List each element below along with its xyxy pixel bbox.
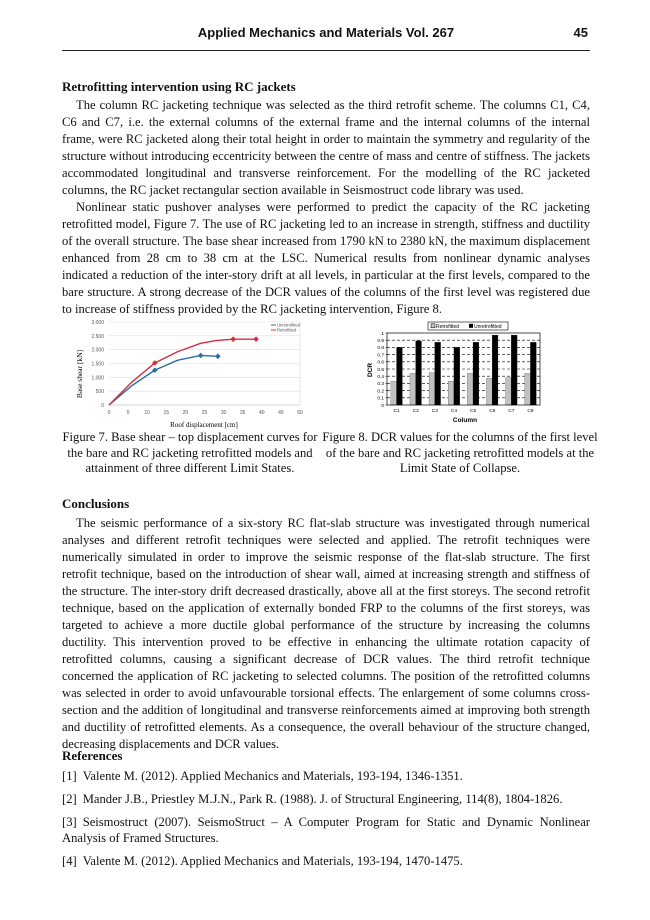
svg-text:20: 20 [182, 410, 189, 416]
svg-text:40: 40 [259, 410, 265, 416]
figure-7-line-chart [62, 312, 312, 430]
svg-text:15: 15 [163, 410, 170, 416]
reference-number: [3] [62, 815, 77, 829]
svg-text:2.500: 2.500 [91, 333, 104, 340]
paragraph-pushover: Nonlinear static pushover analyses were performed to predict the capacity of the RC jacketing retrofitted model, Figure 7. The use of RC jacketing led to an increase in strength, stiffness and ductility of the overall structure. The base shear increased from 1790 kN to 2380 kN, the maximum displacement enhanced from 28 cm to 38 cm at the LSC. Numerical results from nonlinear dynamic analyses indicated a reduction of the inter-story drift at all levels, in particular at the first levels, compared to the bare structure. A strong decrease of the DCR values of the columns of the first level was registered due to increase of stiffness provided by the RC jacketing intervention, Figure 8. [62, 200, 590, 316]
svg-text:1.000: 1.000 [91, 375, 104, 382]
paragraph-conclusions: The seismic performance of a six-story RC flat-slab structure was investigated through numerical analyses and different retrofit techniques were selected and applied. The retrofit techniques were numerically simulated in order to improve the seismic response of the flat-slab structure. The first retrofit technique, based on the introduction of shear wall, aimed at increasing strength and stiffness of the structure. The inter-story drift decreased drastically, above all at the first storeys. The second retrofit technique, based on the application of externally bonded FRP to the columns of the first storeys, was targeted to achieve a more ductile global performance of the structure by increasing the columns ductility. This intervention proved to be effective in enhancing the ultimate rotation capacity of retrofitted columns, causing a significant decrease of DCR values. The third retrofit technique concerned the application of RC jacketing to selected columns. The position of the retrofitted columns was selected in order to avoid unfavourable torsional effects. The enlargement of some columns cross-section and the addition of longitudinal and transverse reinforcements aimed at improving both strength and ductility of retrofitted elements. As a consequence, the overall behaviour of the structure changed, decreasing displacements and DCR values. [62, 516, 590, 751]
reference-item [62, 814, 590, 846]
svg-text:50: 50 [297, 410, 303, 416]
figure-7-caption: Figure 7. Base shear – top displacement curves for the bare and RC jacketing retrofitted models and attainment of three different Limit States. [62, 430, 318, 475]
reference-text: Valente M. (2012). Applied Mechanics and Materials, 193-194, 1470-1475. [82, 854, 463, 868]
svg-text:0: 0 [107, 410, 111, 416]
svg-text:0.1: 0.1 [377, 396, 384, 402]
svg-text:C2: C2 [412, 409, 419, 414]
svg-text:Unretrofitted: Unretrofitted [277, 322, 301, 328]
svg-text:0.7: 0.7 [377, 353, 384, 359]
reference-item [62, 791, 590, 807]
reference-text: Valente M. (2012). Applied Mechanics and Materials, 193-194, 1346-1351. [82, 769, 463, 783]
chart-legend [271, 323, 301, 333]
svg-text:0.6: 0.6 [377, 360, 384, 366]
svg-text:0.9: 0.9 [377, 339, 384, 344]
paragraph-rc-jacketing: The column RC jacketing technique was selected as the third retrofit scheme. The columns C1, C4, C6 and C7, i.e. the external columns of the external frame and the internal columns of the internal frame, were RC jacketed along their total height in order to maintain the symmetry and regularity of the structure without introducing eccentricity between the centre of mass and centre of stiffness. The jackets accommodated longitudinal and transverse reinforcement. For the modelling of the RC jacketed columns, the RC jacket rectangular section available in Seismostruct code library was used. [62, 98, 590, 197]
svg-text:C4: C4 [450, 409, 458, 414]
y-axis-ticks [91, 320, 104, 409]
x-axis-label: Roof displacement [cm] [170, 421, 238, 429]
svg-text:10: 10 [144, 410, 150, 416]
svg-text:500: 500 [95, 389, 104, 396]
figure-8-bar-chart [362, 318, 552, 428]
svg-text:0.4: 0.4 [377, 375, 384, 380]
reference-number: [4] [62, 854, 77, 868]
chart-bars [391, 335, 536, 405]
svg-text:C1: C1 [393, 409, 400, 414]
svg-text:C3: C3 [431, 409, 438, 414]
reference-list [62, 768, 590, 876]
chart-series [109, 336, 259, 405]
y-axis-label: Base shear [kN] [75, 349, 84, 399]
svg-text:C5: C5 [469, 409, 477, 414]
svg-text:C7: C7 [508, 409, 515, 414]
journal-title: Applied Mechanics and Materials Vol. 267 [197, 25, 455, 40]
svg-text:1.500: 1.500 [91, 361, 104, 368]
reference-number: [2] [62, 792, 77, 806]
svg-text:C8: C8 [527, 409, 534, 414]
section-heading-references: References [62, 748, 123, 763]
figure-8-caption: Figure 8. DCR values for the columns of the first level of the bare and RC jacketing retrofitted models at the Limit State of Collapse. [322, 430, 598, 475]
x-axis-label: Column [452, 417, 478, 424]
svg-text:25: 25 [201, 410, 208, 416]
svg-text:0: 0 [101, 403, 104, 409]
svg-text:0.5: 0.5 [377, 367, 384, 373]
running-header [62, 22, 590, 51]
svg-text:0: 0 [381, 403, 384, 409]
chart-legend [428, 322, 508, 330]
svg-text:Retrofitted: Retrofitted [436, 324, 460, 330]
y-axis-label: DCR [367, 362, 374, 378]
section-heading-conclusions: Conclusions [62, 496, 130, 511]
svg-text:45: 45 [278, 410, 284, 416]
svg-text:0.8: 0.8 [377, 346, 384, 352]
svg-text:C6: C6 [489, 409, 496, 414]
chart-grid [109, 322, 300, 405]
svg-text:0.2: 0.2 [377, 389, 384, 395]
reference-number: [1] [62, 769, 77, 783]
svg-text:Retrofitted: Retrofitted [277, 327, 297, 333]
reference-text: Mander J.B., Priestley M.J.N., Park R. (1988). J. of Structural Engineering, 114(8), 1804-1826. [82, 792, 563, 806]
x-axis-ticks [108, 410, 303, 416]
svg-text:30: 30 [220, 410, 227, 416]
svg-text:5: 5 [126, 410, 130, 416]
svg-text:35: 35 [239, 410, 246, 416]
svg-text:3.000: 3.000 [91, 320, 104, 326]
svg-text:0.3: 0.3 [377, 382, 384, 388]
svg-text:Unretrofitted: Unretrofitted [474, 324, 502, 330]
svg-text:1: 1 [381, 331, 384, 337]
page-number: 45 [573, 25, 588, 40]
section-heading-rc-jackets: Retrofitting intervention using RC jackets [62, 79, 296, 94]
reference-item [62, 853, 590, 869]
reference-item [62, 768, 590, 784]
svg-text:2.000: 2.000 [91, 347, 104, 354]
reference-text: Seismostruct (2007). SeismoStruct – A Computer Program for Static and Dynamic Nonlinear Analysis of Framed Structures. [62, 815, 590, 845]
